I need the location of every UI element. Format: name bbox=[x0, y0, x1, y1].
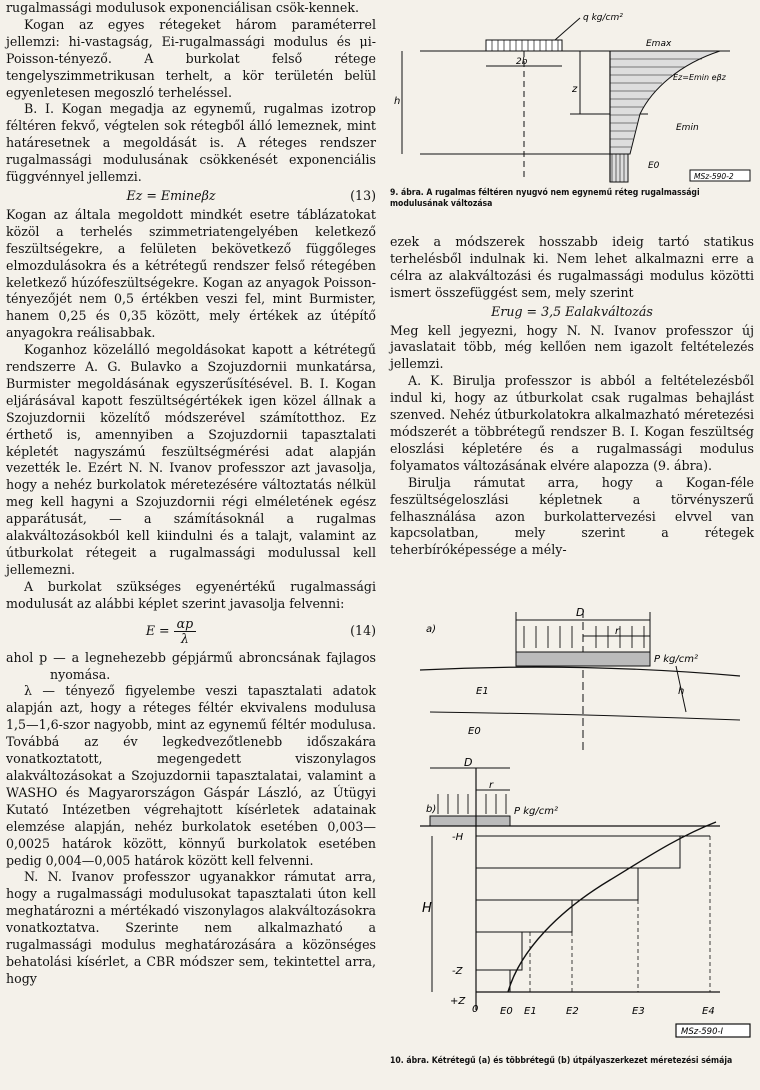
denominator: λ bbox=[180, 630, 189, 646]
d-label: D bbox=[576, 606, 585, 619]
pressure-label: P kg/cm² bbox=[514, 806, 558, 817]
plus-z-label: +Z bbox=[450, 996, 466, 1007]
paragraph: Kogan az egyes rétegeket három paraméterrel jellemzi: hi-vastagság, Ei-rugalmassági modulus és μi-Poisson-tényező. A burkolat felső rétege tengelyszimmetrikusan terhelt, a kör területén belül egyenletesen megoszló terheléssel. bbox=[6, 16, 376, 100]
left-column bbox=[6, 0, 376, 988]
e3-label: E3 bbox=[632, 1006, 645, 1017]
figure-9-diagram bbox=[390, 4, 756, 186]
paragraph: Birulja rámutat arra, hogy a Kogan-féle feszültségeloszlási képletnek a törvényszerű felhasználása azon burkolattervezési elvvel van kapcsolatban, mely szerint a rétegek teherbíróképessége a mély- bbox=[390, 474, 754, 558]
e1-label: E1 bbox=[476, 686, 489, 697]
subfig-b-label: b) bbox=[426, 804, 437, 815]
load-arrows bbox=[524, 626, 644, 648]
emax-label: Emax bbox=[646, 39, 672, 49]
e0-label: E0 bbox=[468, 726, 481, 737]
equation-number: (14) bbox=[350, 622, 376, 638]
paragraph: rugalmassági modulusok exponenciálisan csök-kennek. bbox=[6, 0, 359, 15]
e0-label: E0 bbox=[500, 1006, 513, 1017]
leader-line bbox=[555, 18, 580, 40]
layer-boundary bbox=[430, 712, 740, 720]
e0-column bbox=[610, 154, 628, 182]
figure-9-caption: 9. ábra. A rugalmas féltéren nyugvó nem egynemű réteg rugalmassági modulusának változása bbox=[390, 188, 700, 209]
r-label: r bbox=[489, 780, 494, 791]
paragraph: A burkolat szükséges egyenértékű rugalmassági modulusát az alábbi képlet szerint javasolja felvenni: bbox=[6, 578, 376, 611]
paragraph: ahol p — a legnehezebb gépjármű abroncsának fajlagos nyomása. bbox=[6, 649, 376, 682]
stamp: MSz-590-I bbox=[681, 1027, 724, 1037]
r-label: r bbox=[615, 626, 620, 637]
equation-formula: Ez = Emineβz bbox=[126, 187, 216, 203]
d-label: D bbox=[464, 756, 473, 769]
ez-label: Ez=Emin eβz bbox=[673, 73, 726, 82]
paragraph: Meg kell jegyezni, hogy N. N. Ivanov professzor új javaslatait több, még kellően nem igazolt feltételezés jellemzi. bbox=[390, 322, 754, 372]
fraction bbox=[174, 617, 197, 646]
width-label: 2b bbox=[516, 57, 528, 67]
layer-steps bbox=[476, 836, 710, 992]
equation-rug bbox=[390, 304, 754, 321]
paragraph: Koganhoz közelálló megoldásokat kapott a kétrétegű rendszerre A. G. Bulavko a Szojuzdornii munkatársa, Burmister megoldásának egyszerűsítésével. B. I. Kogan eljárásával kapott feszültségértékek igen közel állnak a Szojuzdornii közelítő módszerével számítotthoz. Ez érthető is, amennyiben a Szojuzdornii tapasztalati képletét nagyszámú feszültségmérési adat alapján vezették le. Ezért N. N. Ivanov professzor azt javasolja, hogy a nehéz burkolatok méretezésére változtatás nélkül meg kell hagyni a Szojuzdornii régi elméletének egész apparátusát, — a számításoknál a rugalmas alakváltozásokból kell kiindulni és a talajt, valamint az útburkolat rétegeit a rugalmassági modulussal kell jellemezni. bbox=[6, 342, 376, 577]
load-plate bbox=[430, 816, 510, 826]
paragraph: N. N. Ivanov professzor ugyanakkor rámutat arra, hogy a rugalmassági modulusokat tapasztalati úton kell meghatározni a mértékadó viszonylagos alakváltozásokra vonatkoztatva. Szerinte nem alkalmazható a rugalmassági modulus meghatározására a közönséges behatolási kísérlet, a CBR módszer sem, tekintettel arra, hogy bbox=[6, 869, 376, 986]
equation-formula bbox=[6, 617, 336, 646]
h-label: h bbox=[394, 96, 401, 107]
modulus-curve bbox=[508, 822, 716, 992]
subfig-a-label: a) bbox=[426, 624, 437, 635]
stamp: MSz-590-2 bbox=[694, 172, 734, 181]
numerator: αp bbox=[174, 617, 197, 632]
minus-z-label: -Z bbox=[452, 966, 463, 977]
load-arrows bbox=[438, 794, 506, 814]
origin-label: 0 bbox=[472, 1004, 479, 1015]
equation-14 bbox=[6, 617, 376, 646]
e4-label: E4 bbox=[702, 1006, 715, 1017]
paragraph: λ — tényező figyelembe veszi tapasztalati adatok alapján azt, hogy a réteges féltér ekvivalens modulusa 1,5—1,6-szor nagyobb, mint az egynemű féltér modulusa. Továbbá az év legkedvezőtlenebb időszakára vonatkoztatott, megengedett viszonylagos alakváltozásokat a Szojuzdornii tapasztalatai, valamint a WASHO és Magyarországon Gáspár László, az Útügyi Kutató Intézetben végrehajtott kísérletek adatainak elemzése alapján, nehéz burkolatok esetében 0,003—0,0025 határok között, könnyű burkolatok esetében pedig 0,004—0,005 határok között kell felvenni. bbox=[6, 683, 376, 868]
equation-formula: Erug = 3,5 Ealakváltozás bbox=[491, 303, 653, 319]
load-plate bbox=[516, 652, 650, 666]
modulus-diagram bbox=[610, 51, 720, 154]
equation-lhs: E = bbox=[145, 622, 170, 638]
z-label: z bbox=[572, 84, 578, 95]
figure-10-caption: 10. ábra. Kétrétegű (a) és többrétegű (b) útpályaszerkezet méretezési sémája bbox=[390, 1056, 733, 1066]
figure-10-diagram bbox=[390, 590, 756, 1052]
paragraph: ezek a módszerek hosszabb ideig tartó statikus terhelésből indulnak ki. Nem lehet alkalmazni erre a célra az alakváltozási és rugalmassági modulus közötti ismert összefüggést sem, mely szerint bbox=[390, 234, 754, 300]
minus-h-label: -H bbox=[452, 832, 464, 843]
equation-number: (13) bbox=[350, 187, 376, 203]
emin-label: Emin bbox=[676, 123, 699, 133]
paragraph: Kogan az általa megoldott mindkét esetre táblázatokat közöl a terhelés szimmetriatengelyében keletkező feszültségekre, a felületen bekövetkező függőleges elmozdulásokra és a kétrétegű rendszer felső rétegében keletkező húzófeszültségekre. Kogan az anyagok Poisson-tényezőjét nem 0,5 értékben veszi fel, mint Burmister, hanem 0,25 és 0,35 között, mely értékek az útépítő anyagokra reálisabbak. bbox=[6, 206, 376, 341]
e1-label: E1 bbox=[524, 1006, 537, 1017]
pressure-label: P kg/cm² bbox=[654, 654, 698, 665]
surface-line bbox=[420, 667, 740, 676]
q-label: q kg/cm² bbox=[583, 13, 623, 23]
h-label: H bbox=[422, 901, 432, 916]
h-label: h bbox=[678, 686, 685, 697]
equation-13 bbox=[6, 188, 376, 205]
load-block bbox=[486, 40, 562, 51]
paragraph: A. K. Birulja professzor is abból a feltételezésből indul ki, hogy az útburkolat csak rugalmas behajlást szenved. Nehéz útburkolatokra alkalmazható méretezési módszerét a többrétegű rendszer B. I. Kogan feszültség eloszlási képletére és a rugalmassági modulus folyamatos változásának elvére alapozza (9. ábra). bbox=[390, 373, 754, 473]
e0-label: E0 bbox=[648, 161, 660, 171]
e2-label: E2 bbox=[566, 1006, 579, 1017]
right-column bbox=[390, 234, 754, 559]
paragraph: B. I. Kogan megadja az egynemű, rugalmas izotrop féltéren fekvő, végtelen sok rétegből álló lemeznek, mint határesetnek a megoldását is. A réteges rendszer rugalmassági modulusának csökkenését exponenciális függvénnyel jellemzi. bbox=[6, 101, 376, 185]
